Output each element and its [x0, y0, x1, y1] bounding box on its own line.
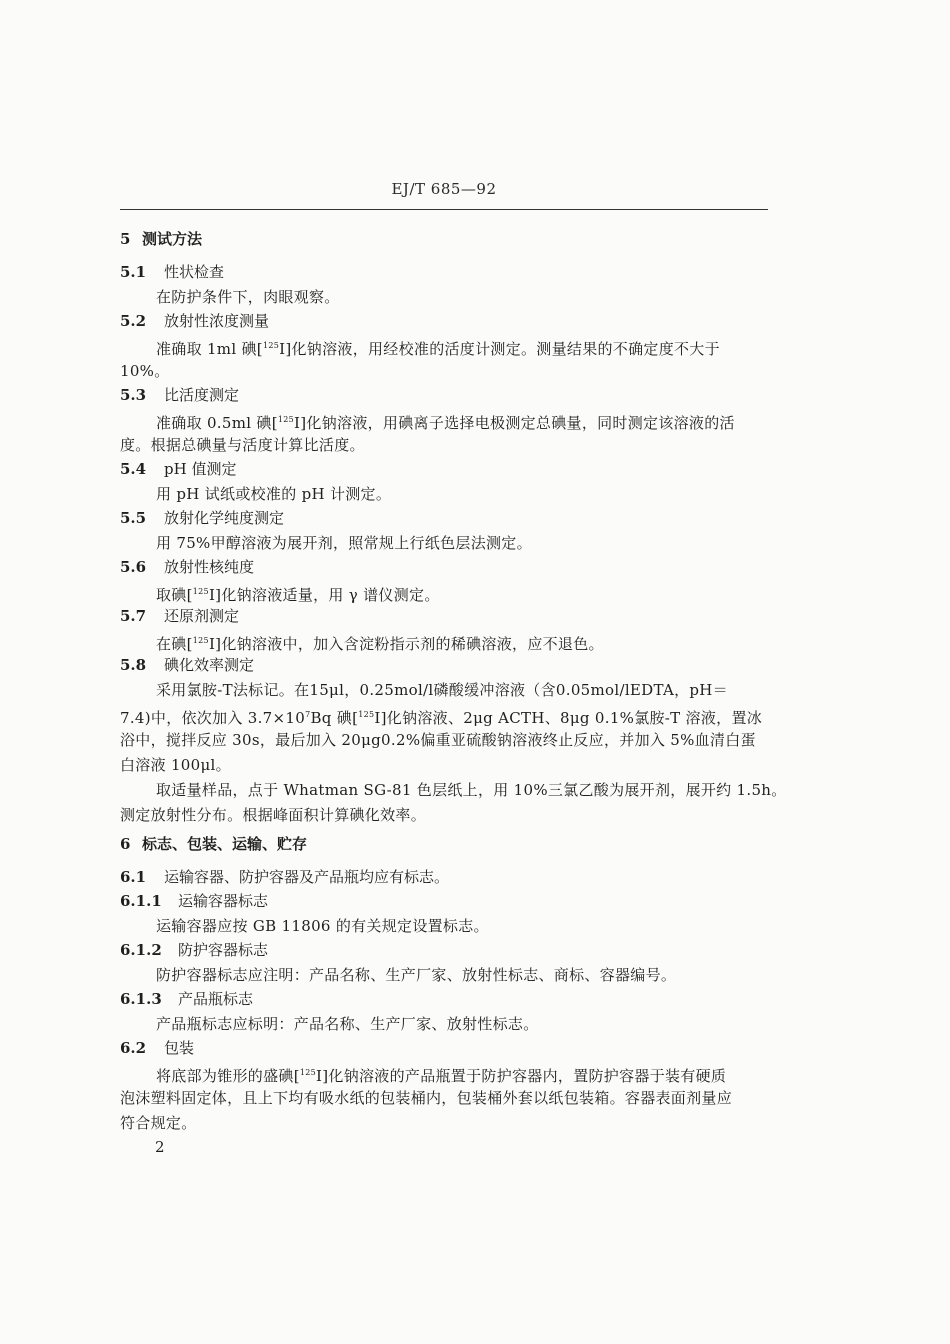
section-6-2-line-1: 将底部为锥形的盛碘[$^{125}$I]化钠溶液的产品瓶置于防护容器内，置防护容器于装有硬质	[156, 1067, 727, 1085]
section-5-6-heading: 5.6 放射性核纯度	[120, 558, 255, 576]
section-5-7-text: 在碘[$^{125}$I]化钠溶液中，加入含淀粉指示剂的稀碘溶液，应不退色。	[156, 635, 604, 653]
section-6-1-1-text: 运输容器应按 GB 11806 的有关规定设置标志。	[156, 917, 489, 935]
section-6-1-3-text: 产品瓶标志应标明：产品名称、生产厂家、放射性标志。	[156, 1015, 539, 1033]
section-6-1-1-heading: 6.1.1 运输容器标志	[120, 892, 269, 910]
section-5-7-heading: 5.7 还原剂测定	[120, 607, 240, 625]
section-5-8-para-1-line-2: 7.4)中，依次加入 $3.7\times 10^7Bq$ 碘[$^{125}$I]化钠溶液、2μg ACTH、8μg 0.1%氯胺-T 溶液，置冰	[120, 709, 763, 727]
section-5-1-text: 在防护条件下，肉眼观察。	[156, 288, 340, 306]
section-5-4-text: 用 pH 试纸或校准的 pH 计测定。	[156, 485, 392, 503]
section-5-3-heading: 5.3 比活度测定	[120, 386, 240, 404]
section-5-6-text: 取碘[$^{125}$I]化钠溶液适量，用 γ 谱仪测定。	[156, 586, 440, 604]
section-6-2-line-3: 符合规定。	[120, 1114, 197, 1132]
section-6-1-line: 6.1 运输容器、防护容器及产品瓶均应有标志。	[120, 868, 450, 886]
section-5-8-para-2-line-2: 测定放射性分布。根据峰面积计算碘化效率。	[120, 806, 427, 824]
section-6-2-heading: 6.2 包装	[120, 1039, 195, 1057]
section-5-3-line-2: 度。根据总碘量与活度计算比活度。	[120, 436, 365, 454]
section-5-1-heading: 5.1 性状检查	[120, 263, 225, 281]
section-5-2-line-1: 准确取 1ml 碘[$^{125}$I]化钠溶液，用经校准的活度计测定。测量结果的不确定度不大于	[156, 340, 720, 358]
document-code-header: EJ/T 685—92	[391, 180, 497, 198]
section-5-2-line-2: 10%。	[120, 362, 170, 380]
section-6-heading: 6 标志、包装、运输、贮存	[120, 835, 308, 853]
section-5-heading: 5 测试方法	[120, 230, 203, 248]
page-number: 2	[155, 1138, 165, 1156]
section-5-4-heading: 5.4 pH 值测定	[120, 460, 237, 478]
section-5-8-para-1-line-4: 白溶液 100μl。	[120, 756, 231, 774]
section-6-1-2-text: 防护容器标志应注明：产品名称、生产厂家、放射性标志、商标、容器编号。	[156, 966, 677, 984]
section-6-1-2-heading: 6.1.2 防护容器标志	[120, 941, 269, 959]
header-rule	[120, 209, 768, 210]
section-5-5-text: 用 75%甲醇溶液为展开剂，照常规上行纸色层法测定。	[156, 534, 532, 552]
section-5-8-para-2-line-1: 取适量样品，点于 Whatman SG-81 色层纸上，用 10%三氯乙酸为展开剂，展开约 1.5h。	[156, 781, 787, 799]
section-6-1-3-heading: 6.1.3 产品瓶标志	[120, 990, 254, 1008]
section-5-8-heading: 5.8 碘化效率测定	[120, 656, 255, 674]
section-6-2-line-2: 泡沫塑料固定体，且上下均有吸水纸的包装桶内，包装桶外套以纸包装箱。容器表面剂量应	[120, 1089, 733, 1107]
section-5-2-heading: 5.2 放射性浓度测量	[120, 312, 270, 330]
section-5-8-para-1-line-3: 浴中，搅拌反应 30s，最后加入 20μg0.2%偏重亚硫酸钠溶液终止反应，并加入 5%血清白蛋	[120, 731, 756, 749]
section-5-3-line-1: 准确取 0.5ml 碘[$^{125}$I]化钠溶液，用碘离子选择电极测定总碘量，同时测定该溶液的活	[156, 414, 735, 432]
section-5-8-para-1-line-1: 采用氯胺-T法标记。在15μl，0.25mol/l磷酸缓冲溶液（含0.05mol/lEDTA，pH＝	[156, 681, 728, 699]
section-5-5-heading: 5.5 放射化学纯度测定	[120, 509, 285, 527]
